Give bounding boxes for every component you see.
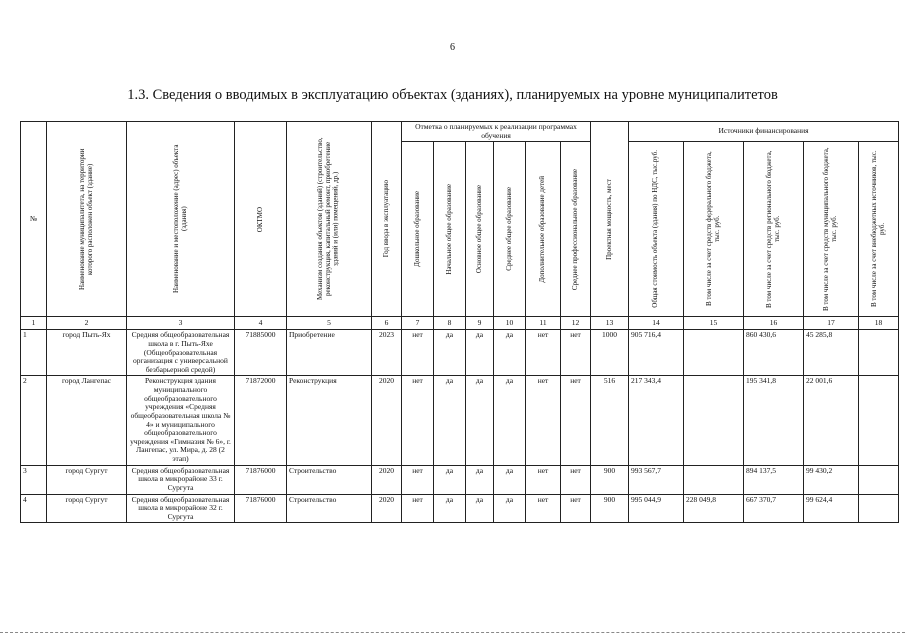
cell-federal — [684, 330, 744, 376]
header-oktmo — [235, 122, 287, 317]
cell-total: 993 567,7 — [629, 465, 684, 494]
cell-federal: 228 049,8 — [684, 494, 744, 523]
header-funding-text: В том числе за счет средств муниципального бюджета, тыс. руб. — [822, 147, 838, 312]
cell-municipal: 99 624,4 — [804, 494, 859, 523]
cell-regional: 860 430,6 — [744, 330, 804, 376]
cell-program: нет — [561, 494, 591, 523]
header-program-preschool — [402, 142, 434, 317]
cell-municipality: город Лангепас — [47, 376, 127, 465]
cell-year: 2020 — [372, 494, 402, 523]
cell-capacity: 900 — [591, 465, 629, 494]
cell-program: да — [466, 494, 494, 523]
column-number: 16 — [744, 317, 804, 330]
cell-federal — [684, 376, 744, 465]
column-number: 6 — [372, 317, 402, 330]
column-numbers-row — [21, 317, 899, 330]
column-number: 8 — [434, 317, 466, 330]
cell-oktmo: 71876000 — [235, 494, 287, 523]
column-number: 4 — [235, 317, 287, 330]
header-year-text: Год ввода в эксплуатацию — [381, 180, 390, 258]
cell-program: да — [466, 376, 494, 465]
cell-program: нет — [402, 330, 434, 376]
cell-program: да — [466, 330, 494, 376]
header-mechanism-text: Механизм создания объектов (зданий) (строительство, реконструкция, капитальный ремонт, приобретение зданий и (или) помещений, др.) — [316, 137, 340, 301]
cell-program: да — [434, 376, 466, 465]
cell-program: нет — [561, 330, 591, 376]
cell-regional: 195 341,8 — [744, 376, 804, 465]
header-funding-text: Общая стоимость объекта (здания) по НДС, тыс.руб. — [651, 150, 660, 309]
header-program-text: Дополнительное образование детей — [538, 175, 547, 283]
cell-mechanism: Строительство — [287, 465, 372, 494]
cell-program: да — [494, 465, 526, 494]
table-row — [21, 376, 899, 465]
header-funding-total — [629, 142, 684, 317]
cell-capacity: 516 — [591, 376, 629, 465]
cell-program: нет — [402, 465, 434, 494]
cell-program: нет — [561, 465, 591, 494]
cell-program: нет — [526, 465, 561, 494]
column-number: 9 — [466, 317, 494, 330]
header-program-text: Среднее общее образование — [504, 187, 513, 272]
cell-oktmo: 71872000 — [235, 376, 287, 465]
header-mechanism — [287, 122, 372, 317]
column-number: 5 — [287, 317, 372, 330]
cell-num: 1 — [21, 330, 47, 376]
header-program-basic — [466, 142, 494, 317]
cell-program: да — [434, 465, 466, 494]
cell-num: 2 — [21, 376, 47, 465]
column-number: 18 — [859, 317, 899, 330]
cell-program: нет — [526, 494, 561, 523]
cell-municipality: город Пыть-Ях — [47, 330, 127, 376]
column-number: 3 — [127, 317, 235, 330]
cell-capacity: 1000 — [591, 330, 629, 376]
column-number: 2 — [47, 317, 127, 330]
column-number: 13 — [591, 317, 629, 330]
column-number: 12 — [561, 317, 591, 330]
header-capacity — [591, 122, 629, 317]
header-year — [372, 122, 402, 317]
header-program-secondary — [494, 142, 526, 317]
cell-regional: 894 137,5 — [744, 465, 804, 494]
header-funding-municipal — [804, 142, 859, 317]
cell-capacity: 900 — [591, 494, 629, 523]
cell-municipality: город Сургут — [47, 494, 127, 523]
header-funding-group: Источники финансирования — [629, 122, 899, 142]
cell-total: 905 716,4 — [629, 330, 684, 376]
cell-program: нет — [526, 376, 561, 465]
cell-municipal: 99 430,2 — [804, 465, 859, 494]
cell-program: да — [494, 376, 526, 465]
cell-program: нет — [561, 376, 591, 465]
column-number: 7 — [402, 317, 434, 330]
cell-name: Средняя общеобразовательная школа в микрорайоне 33 г. Сургута — [127, 465, 235, 494]
cell-num: 3 — [21, 465, 47, 494]
cell-program: да — [494, 494, 526, 523]
cell-num: 4 — [21, 494, 47, 523]
header-funding-text: В том числе за счет средств федерального бюджета, тыс. руб. — [704, 151, 721, 307]
header-funding-text: В том числе за счет внебюджетных источников, тыс. руб. — [869, 150, 886, 308]
cell-extra — [859, 465, 899, 494]
page-title: 1.3. Сведения о вводимых в эксплуатацию объектах (зданиях), планируемых на уровне муниципалитетов — [127, 87, 778, 103]
cell-extra — [859, 494, 899, 523]
column-number: 10 — [494, 317, 526, 330]
table-row — [21, 494, 899, 523]
cell-year: 2020 — [372, 465, 402, 494]
header-name-text: Наименование и местоположение (адрес) объекта (здания) — [171, 144, 188, 294]
cell-program: нет — [402, 494, 434, 523]
cell-year: 2020 — [372, 376, 402, 465]
cell-mechanism: Реконструкция — [287, 376, 372, 465]
column-number: 1 — [21, 317, 47, 330]
cell-year: 2023 — [372, 330, 402, 376]
header-num: № — [21, 122, 47, 317]
cell-oktmo: 71885000 — [235, 330, 287, 376]
header-program-vocational — [561, 142, 591, 317]
header-program-primary — [434, 142, 466, 317]
header-capacity-text: Проектная мощность, мест — [604, 178, 613, 260]
objects-table — [20, 121, 899, 523]
header-programs-group: Отметка о планируемых к реализации программах обучения — [402, 122, 591, 142]
cell-municipal: 22 001,6 — [804, 376, 859, 465]
table-row — [21, 465, 899, 494]
header-funding-text: В том числе за счет средств регионального бюджета, тыс. руб. — [764, 150, 781, 308]
column-number: 11 — [526, 317, 561, 330]
cell-mechanism: Приобретение — [287, 330, 372, 376]
header-funding-federal — [684, 142, 744, 317]
cell-program: да — [466, 465, 494, 494]
cell-extra — [859, 376, 899, 465]
header-program-text: Основное общее образование — [474, 185, 483, 274]
header-funding-regional — [744, 142, 804, 317]
cell-name: Реконструкция здания муниципального общеобразовательного учреждения «Средняя общеобразовательная школа № 4» и муниципального общеобразовательного учреждения «Гимназия № 6», г. Лангепас, ул. Мира, д. 28 (2 этап) — [127, 376, 235, 465]
cell-federal — [684, 465, 744, 494]
cell-regional: 667 370,7 — [744, 494, 804, 523]
header-program-text: Среднее профессиональное образование — [570, 168, 579, 290]
header-oktmo-text: ОКТМО — [255, 206, 264, 232]
cell-mechanism: Строительство — [287, 494, 372, 523]
header-name — [127, 122, 235, 317]
header-funding-extra — [859, 142, 899, 317]
cell-program: да — [434, 330, 466, 376]
cell-name: Средняя общеобразовательная школа в микрорайоне 32 г. Сургута — [127, 494, 235, 523]
column-number: 15 — [684, 317, 744, 330]
cell-program: нет — [402, 376, 434, 465]
cell-total: 995 044,9 — [629, 494, 684, 523]
header-program-text: Дошкольное образование — [412, 191, 421, 268]
header-program-text: Начальное общее образование — [444, 183, 453, 275]
header-municipality — [47, 122, 127, 317]
cell-municipality: город Сургут — [47, 465, 127, 494]
cell-program: нет — [526, 330, 561, 376]
table-row — [21, 330, 899, 376]
cell-program: да — [494, 330, 526, 376]
page-number: 6 — [450, 42, 455, 53]
column-number: 14 — [629, 317, 684, 330]
column-number: 17 — [804, 317, 859, 330]
cell-program: да — [434, 494, 466, 523]
cell-total: 217 343,4 — [629, 376, 684, 465]
header-program-additional — [526, 142, 561, 317]
page-bottom-rule — [0, 632, 905, 633]
cell-oktmo: 71876000 — [235, 465, 287, 494]
header-municipality-text: Наименование муниципалитета, на территории которого расположен объект (здание) — [77, 148, 94, 290]
cell-extra — [859, 330, 899, 376]
cell-municipal: 45 285,8 — [804, 330, 859, 376]
cell-name: Средняя общеобразовательная школа в г. Пыть-Яхе (Общеобразовательная организация с универсальной безбарьерной средой) — [127, 330, 235, 376]
